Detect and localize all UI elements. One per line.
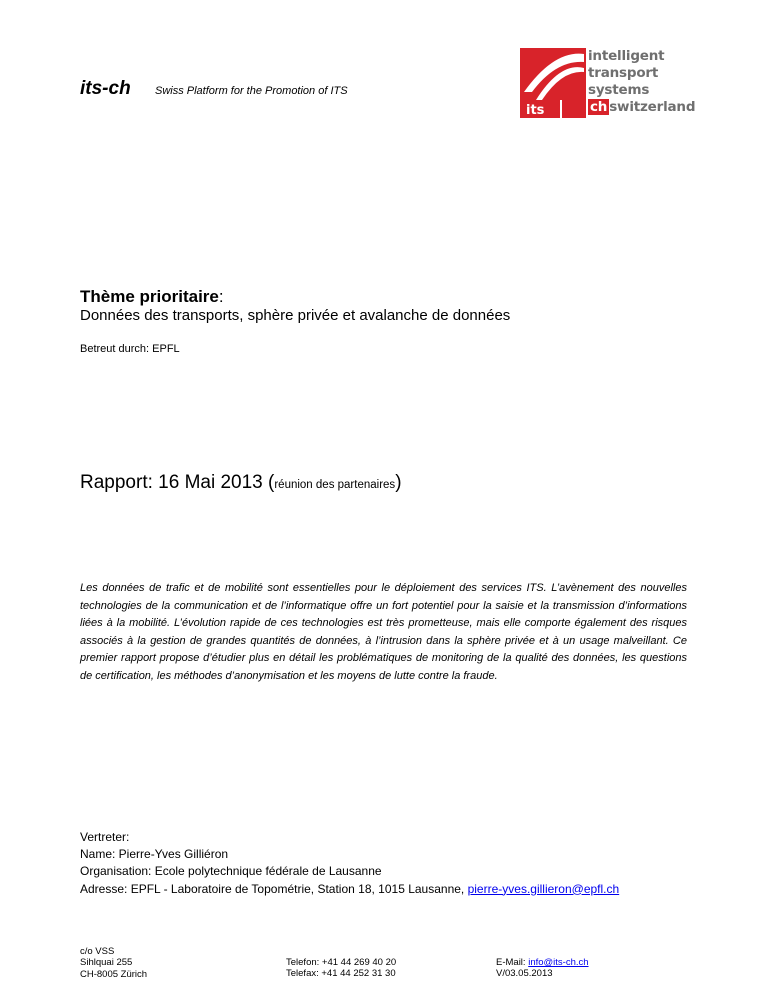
logo-line-2: transport bbox=[588, 65, 659, 81]
footer-email bbox=[496, 957, 589, 968]
footer-email-label: E-Mail: bbox=[496, 957, 529, 968]
footer-version: V/03.05.2013 bbox=[496, 968, 553, 980]
logo-road-icon bbox=[520, 48, 586, 118]
abstract-paragraph: Les données de trafic et de mobilité sont essentielles pour le déploiement des services ITS. L’avènement des nouvelles technologies de la communication et de l’informatique offre un fort potentiel pour la saisie et la transmission d’informations liées à la mobilité. L’évolution rapide de ces technologies est très prometteuse, mais elle comporte également des risques associés à la gestion de grandes quantités de données, à l’intrusion dans la sphère privée et à un usage malveillant. Ce premier rapport propose d’étudier plus en détail les problématiques de monitoring de la qualité des données, les questions de certification, les méthodes d’anonymisation et les moyens de lutte contre la fraude. bbox=[80, 582, 687, 682]
theme-title-text: Thème prioritaire bbox=[80, 287, 219, 306]
logo-badge-right: ch bbox=[590, 99, 608, 115]
contact-block bbox=[80, 829, 619, 898]
logo-line-3: systems bbox=[588, 82, 650, 98]
footer-address-line-3: CH-8005 Zürich bbox=[80, 968, 148, 980]
contact-adresse bbox=[80, 881, 619, 898]
footer-address-line-2: Sihlquai 255 bbox=[80, 957, 133, 969]
rapport-heading bbox=[80, 472, 402, 494]
betreut-durch: Betreut durch: EPFL bbox=[80, 343, 180, 355]
theme-subtitle: Données des transports, sphère privée et avalanche de données bbox=[80, 307, 511, 324]
footer-phone bbox=[286, 957, 396, 980]
footer-address-line-1: c/o VSS bbox=[80, 946, 115, 957]
footer-telefon: Telefon: +41 44 269 40 20 bbox=[286, 957, 397, 968]
footer-telefax: Telefax: +41 44 252 31 30 bbox=[286, 968, 396, 980]
theme-title bbox=[80, 287, 224, 307]
brand-subtitle: Swiss Platform for the Promotion of ITS bbox=[155, 85, 348, 97]
footer-email-version bbox=[496, 957, 589, 980]
contact-organisation: Organisation: Ecole polytechnique fédérale de Lausanne bbox=[80, 864, 382, 879]
footer-address bbox=[80, 946, 147, 980]
rapport-note: réunion des partenaires bbox=[274, 479, 396, 491]
logo-badge-left: its bbox=[526, 103, 545, 118]
contact-email-link[interactable]: pierre-yves.gillieron@epfl.ch bbox=[467, 881, 620, 896]
its-ch-logo bbox=[520, 48, 696, 118]
contact-adresse-text: Adresse: EPFL - Laboratoire de Topométrie, Station 18, 1015 Lausanne, bbox=[80, 881, 468, 896]
rapport-close: ) bbox=[395, 472, 402, 493]
footer-email-link[interactable]: info@its-ch.ch bbox=[528, 957, 589, 968]
logo-line-1: intelligent bbox=[588, 48, 665, 64]
theme-title-colon: : bbox=[218, 287, 224, 306]
rapport-label: Rapport: 16 Mai 2013 ( bbox=[80, 472, 275, 493]
vertreter-label: Vertreter: bbox=[80, 830, 130, 844]
brand-name: its-ch bbox=[80, 78, 131, 99]
logo-line-4: switzerland bbox=[609, 99, 696, 115]
contact-name: Name: Pierre-Yves Gilliéron bbox=[80, 847, 229, 862]
